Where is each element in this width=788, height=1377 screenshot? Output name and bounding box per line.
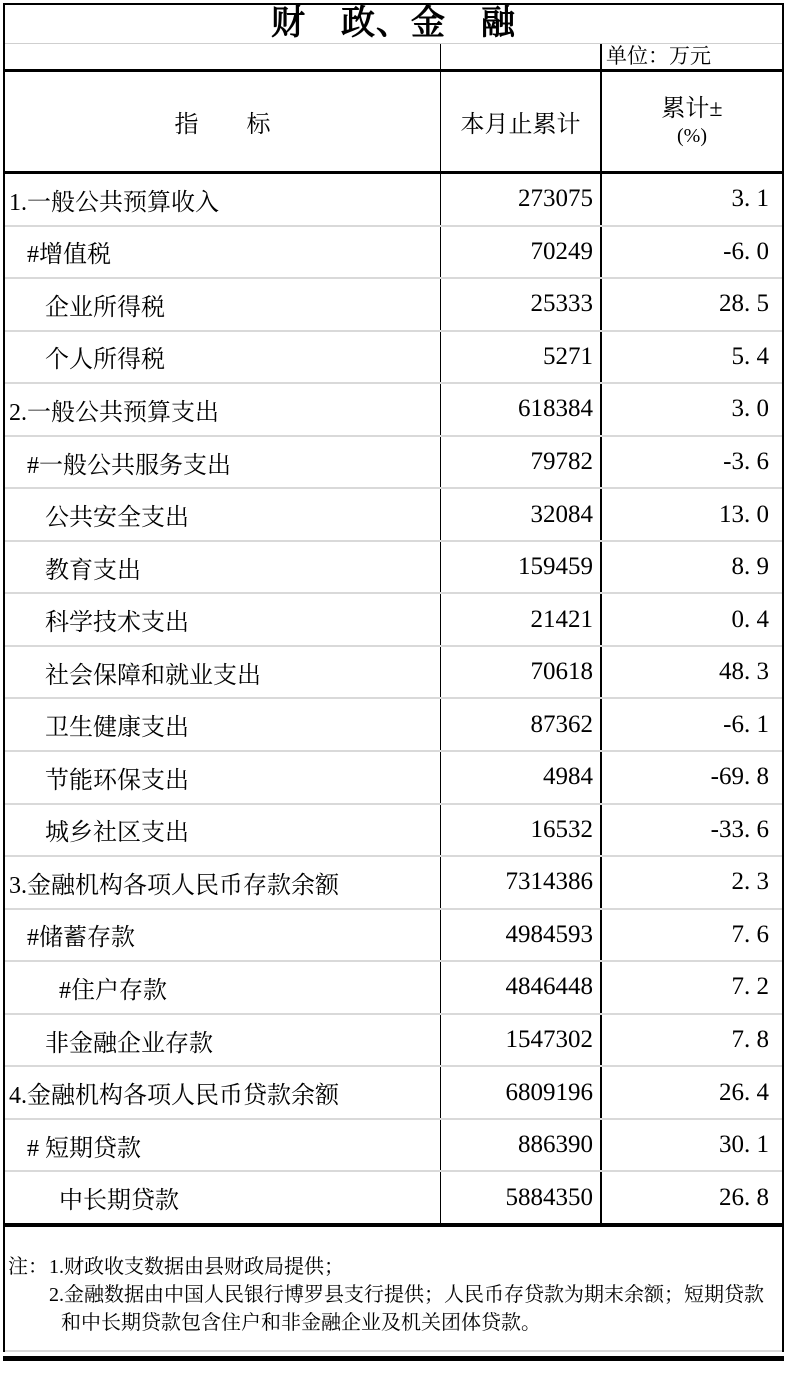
table-row (5, 697, 782, 750)
row-indicator-label: 节能环保支出 (5, 752, 441, 803)
row-pct-value: -69. 8 (710, 763, 769, 791)
column-header-cumulative: 本月止累计 (441, 72, 602, 171)
row-indicator-label: 城乡社区支出 (5, 805, 441, 856)
row-pct-value: 48. 3 (719, 658, 769, 686)
page-title: 财 政、金 融 (271, 5, 516, 42)
row-cumulative-value: 886390 (441, 1120, 602, 1171)
unit-label: 单位：万元 (606, 43, 711, 68)
bottom-border-bar (3, 1356, 784, 1361)
table-row (5, 277, 782, 330)
row-pct-value: 26. 4 (719, 1078, 769, 1106)
row-cumulative-value: 6809196 (441, 1067, 602, 1118)
row-pct-value: 7. 8 (731, 1026, 769, 1054)
row-indicator-label: # 短期贷款 (5, 1120, 441, 1171)
table-row (5, 225, 782, 278)
footnote-label: 注： (8, 1256, 48, 1278)
row-indicator-label: 1.一般公共预算收入 (5, 174, 441, 225)
row-indicator-label: 科学技术支出 (5, 594, 441, 645)
row-cumulative-value: 70249 (441, 227, 602, 278)
row-cumulative-value: 79782 (441, 437, 602, 488)
row-pct-value: 3. 0 (731, 395, 769, 423)
row-indicator-label: 社会保障和就业支出 (5, 647, 441, 698)
row-indicator-label: 中长期贷款 (5, 1172, 441, 1223)
table-row (5, 645, 782, 698)
row-pct-value: 2. 3 (731, 868, 769, 896)
table-row (5, 1013, 782, 1066)
table-row (5, 382, 782, 435)
table-row (5, 540, 782, 593)
row-pct-value: 5. 4 (731, 342, 769, 370)
row-cumulative-value: 273075 (441, 174, 602, 225)
row-indicator-label: 2.一般公共预算支出 (5, 384, 441, 435)
row-indicator-label: 公共安全支出 (5, 489, 441, 540)
row-pct-value: 3. 1 (731, 185, 769, 213)
table-row (5, 855, 782, 908)
table-row (5, 592, 782, 645)
row-indicator-label: 非金融企业存款 (5, 1015, 441, 1066)
row-indicator-label: #增值税 (5, 227, 441, 278)
row-indicator-label: 卫生健康支出 (5, 699, 441, 750)
row-indicator-label: 3.金融机构各项人民币存款余额 (5, 857, 441, 908)
row-cumulative-value: 21421 (441, 594, 602, 645)
row-pct-value: 0. 4 (731, 605, 769, 633)
table-row (5, 330, 782, 383)
table-row (5, 1118, 782, 1171)
row-cumulative-value: 1547302 (441, 1015, 602, 1066)
row-cumulative-value: 4846448 (441, 962, 602, 1013)
column-header-pct-line1: 累计± (661, 96, 723, 122)
row-pct-value: 28. 5 (719, 290, 769, 318)
table-header-row (5, 72, 782, 174)
footnotes (5, 1227, 782, 1352)
row-cumulative-value: 5271 (441, 332, 602, 383)
row-pct-value: 13. 0 (719, 500, 769, 528)
row-pct-value: -6. 0 (723, 237, 769, 265)
table-row (5, 960, 782, 1013)
title-row (5, 5, 782, 44)
column-header-indicator: 指 标 (5, 72, 441, 171)
footnote-line-1-text: 1.财政收支数据由县财政局提供； (49, 1256, 344, 1278)
table-row (5, 1065, 782, 1118)
row-cumulative-value: 4984593 (441, 910, 602, 961)
row-indicator-label: #住户存款 (5, 962, 441, 1013)
row-pct-value: 30. 1 (719, 1131, 769, 1159)
row-cumulative-value: 32084 (441, 489, 602, 540)
unit-row-spacer-indicator (5, 44, 441, 69)
unit-row-spacer-cumulative (441, 44, 602, 69)
table-row (5, 435, 782, 488)
footnote-line-2: 2.金融数据由中国人民银行博罗县支行提供；人民币存贷款为期末余额；短期贷款 (49, 1284, 764, 1306)
row-pct-value: 8. 9 (731, 553, 769, 581)
row-indicator-label: 个人所得税 (5, 332, 441, 383)
footnote-line-3: 和中长期贷款包含住户和非金融企业及机关团体贷款。 (61, 1312, 541, 1334)
row-pct-value: -3. 6 (723, 448, 769, 475)
row-indicator-label: #一般公共服务支出 (5, 437, 441, 488)
footnote-line-1 (5, 1253, 782, 1281)
table-row (5, 750, 782, 803)
row-pct-value: 7. 6 (731, 920, 769, 948)
row-pct-value: -6. 1 (723, 710, 769, 738)
table-row (5, 1170, 782, 1223)
unit-row (5, 44, 782, 72)
row-cumulative-value: 7314386 (441, 857, 602, 908)
statistics-sheet (3, 3, 784, 1352)
row-cumulative-value: 70618 (441, 647, 602, 698)
row-cumulative-value: 16532 (441, 805, 602, 856)
column-header-pct (602, 72, 782, 171)
table-row (5, 174, 782, 225)
table-row (5, 908, 782, 961)
row-cumulative-value: 25333 (441, 279, 602, 330)
row-pct-value: 26. 8 (719, 1183, 769, 1211)
table-row (5, 803, 782, 856)
row-cumulative-value: 4984 (441, 752, 602, 803)
row-cumulative-value: 5884350 (441, 1172, 602, 1223)
row-indicator-label: 企业所得税 (5, 279, 441, 330)
column-header-pct-line2: (%) (677, 125, 707, 147)
row-cumulative-value: 87362 (441, 699, 602, 750)
row-indicator-label: 教育支出 (5, 542, 441, 593)
row-pct-value: -33. 6 (710, 815, 769, 843)
row-indicator-label: #储蓄存款 (5, 910, 441, 961)
row-indicator-label: 4.金融机构各项人民币贷款余额 (5, 1067, 441, 1118)
row-cumulative-value: 618384 (441, 384, 602, 435)
table-body (5, 174, 782, 1227)
row-cumulative-value: 159459 (441, 542, 602, 593)
table-row (5, 487, 782, 540)
row-pct-value: 7. 2 (731, 973, 769, 1001)
